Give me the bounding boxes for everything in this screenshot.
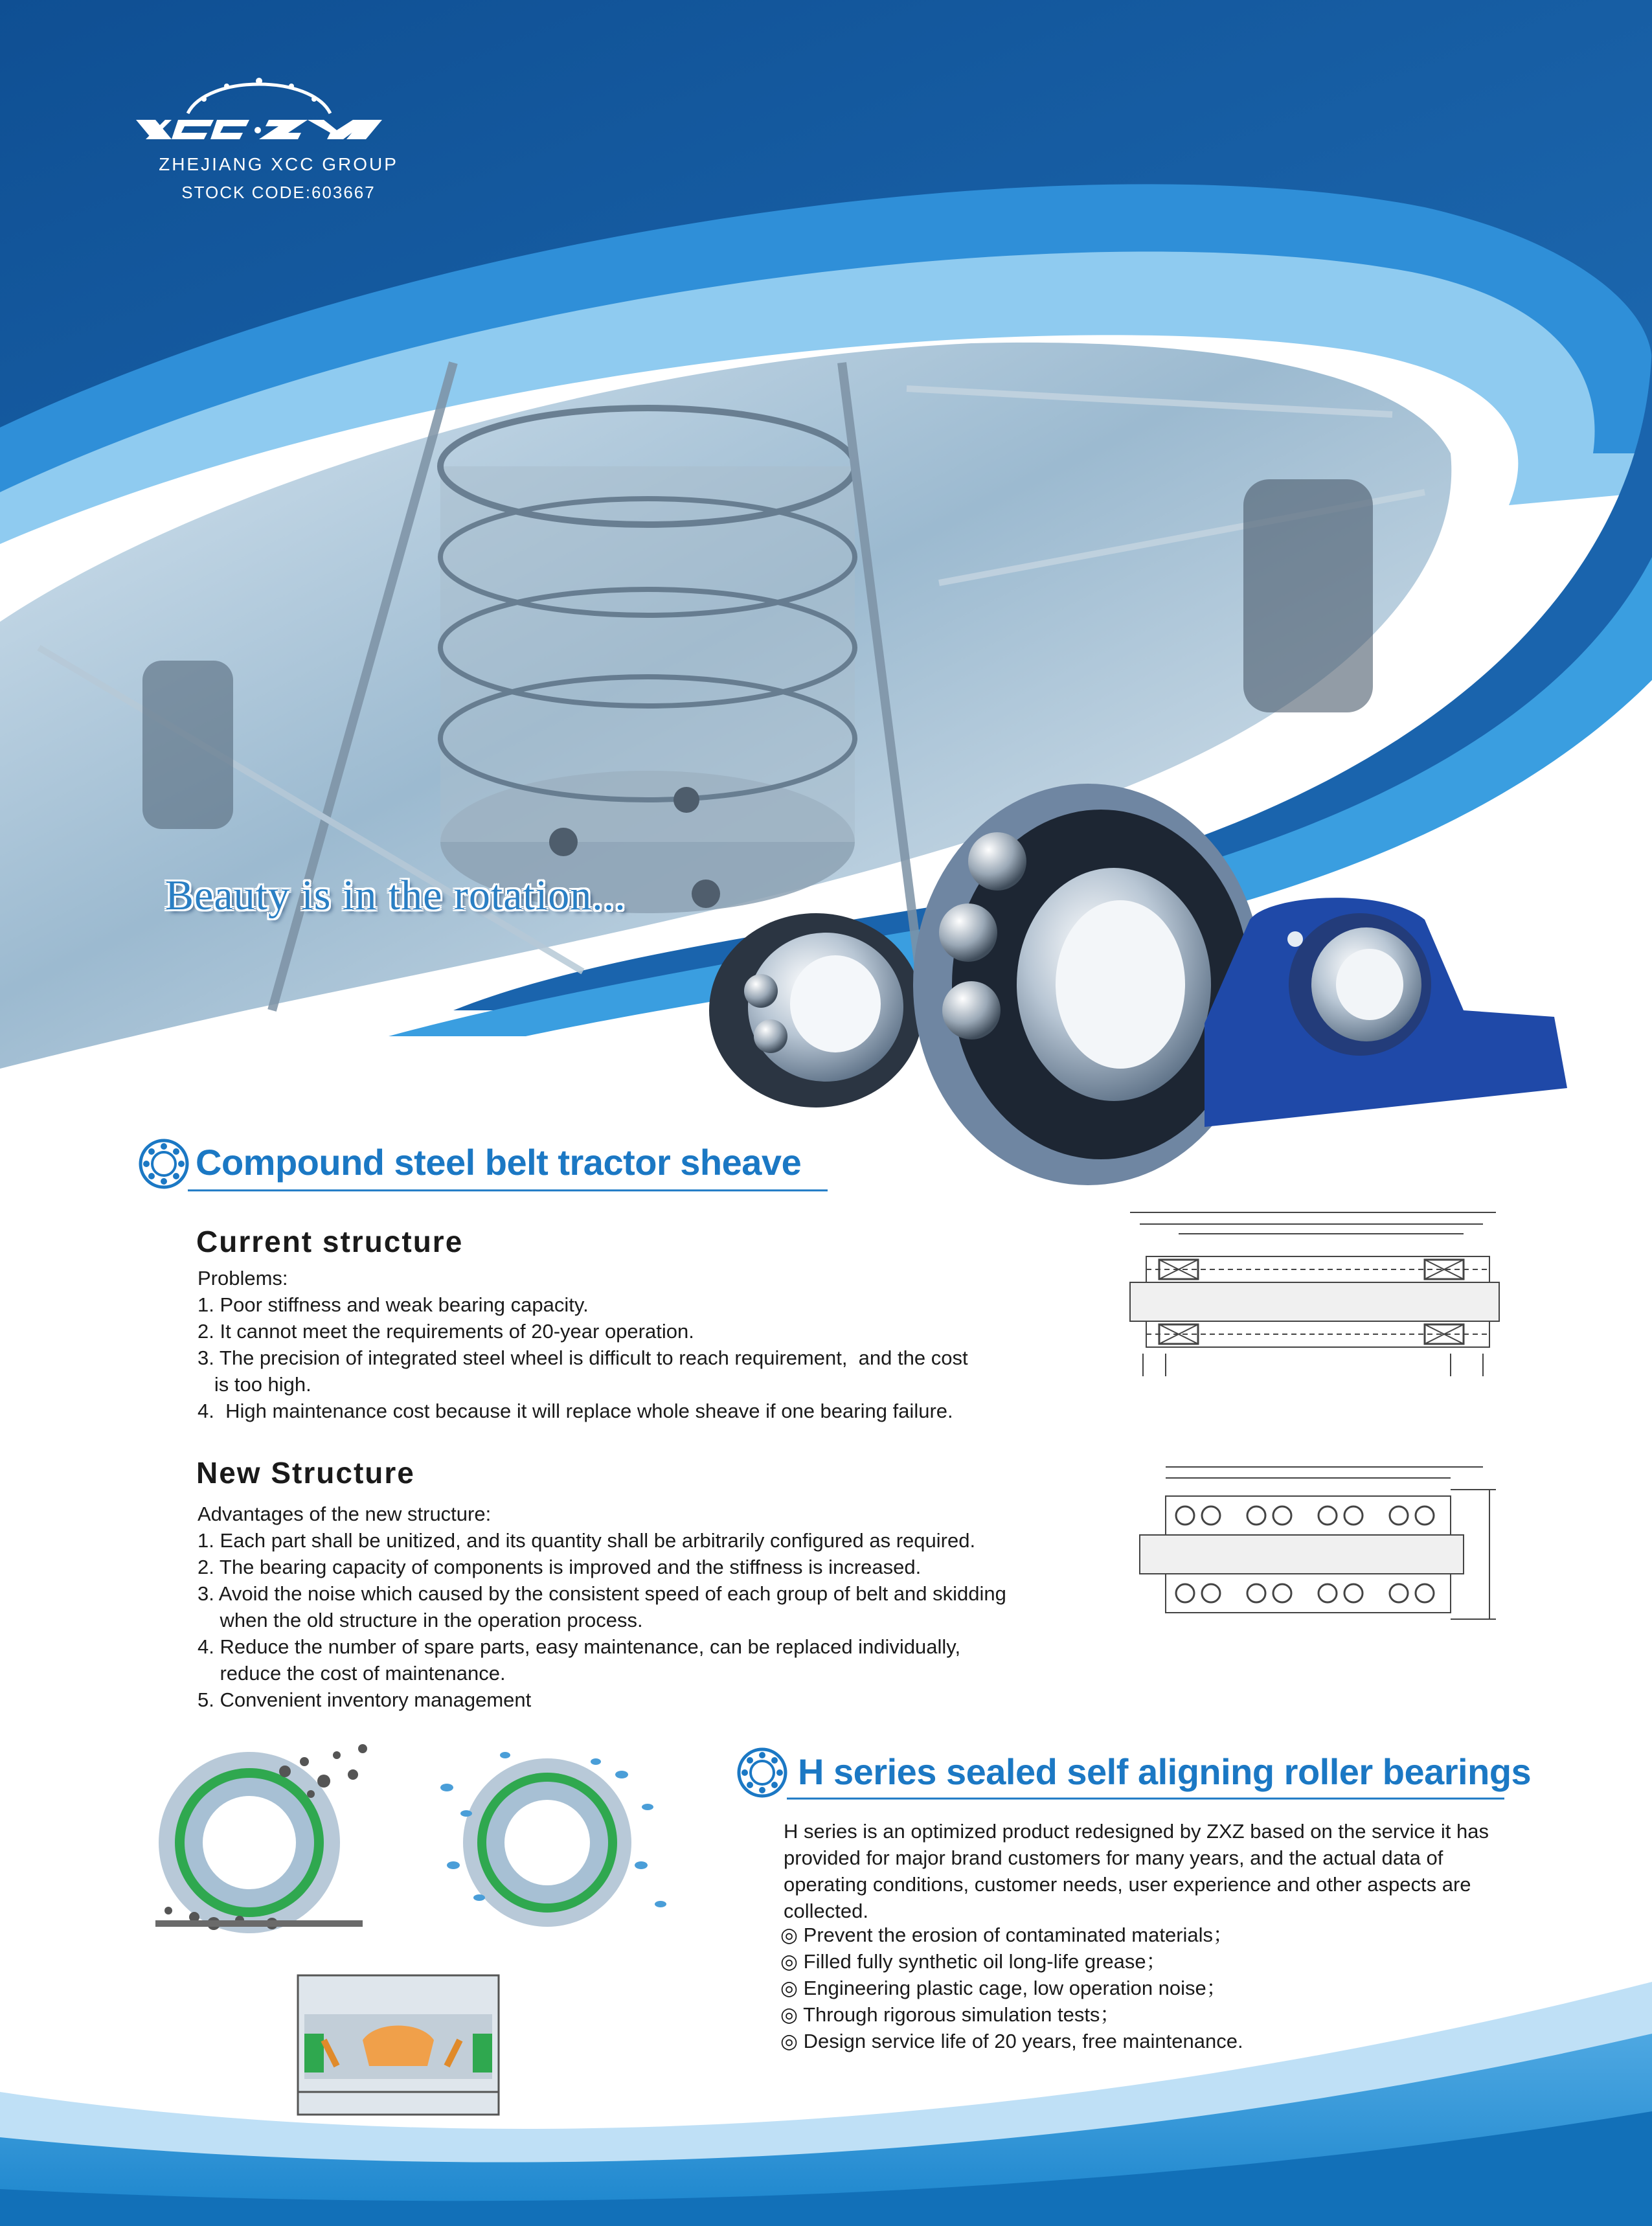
advantages-block [198,1501,1006,1713]
advantages-intro: Advantages of the new structure: [198,1503,492,1525]
list-item: 1. Each part shall be unitized, and its quantity shall be arbitrarily configured as required. [198,1529,976,1552]
problems-intro: Problems: [198,1267,288,1289]
problems-block [198,1265,968,1424]
bearing-cross-section-illustration [298,1975,499,2115]
list-item: when the old structure in the operation process. [198,1609,643,1631]
list-item: 5. Convenient inventory management [198,1688,532,1711]
h-series-description: H series is an optimized product redesigned by ZXZ based on the service it has provided for major brand customers for many years, and the actual data of operating conditions, customer needs, user experience and other aspects are collected. [784,1820,1489,1922]
feature-item: ◎ Engineering plastic cage, low operation noise； [780,1977,1227,1999]
list-item: 3. The precision of integrated steel wheel is difficult to reach requirement, and the cost [198,1346,968,1369]
company-logo [130,68,389,146]
feature-item: ◎ Through rigorous simulation tests； [780,2003,1120,2026]
banner-slogan: Beauty is in the rotation... [165,872,626,919]
advantages-list [198,1527,1006,1713]
seal-water-illustration [440,1752,666,1927]
new-structure-drawing [1140,1467,1496,1619]
section-title-h-series: H series sealed self aligning roller bearings [798,1751,1532,1792]
list-item: 4. High maintenance cost because it will replace whole sheave if one bearing failure. [198,1400,953,1422]
h-series-features [780,1922,1243,2054]
list-item: 1. Poor stiffness and weak bearing capacity. [198,1293,589,1316]
list-item: is too high. [198,1373,311,1396]
new-structure-title: New Structure [196,1456,415,1490]
list-item: 2. It cannot meet the requirements of 20-year operation. [198,1320,694,1343]
seal-contamination-illustration [155,1744,367,1933]
company-name: ZHEJIANG XCC GROUP [159,154,398,174]
list-item: 4. Reduce the number of spare parts, easy maintenance, can be replaced individually, [198,1635,961,1658]
stock-code: STOCK CODE:603667 [181,183,376,202]
current-structure-title: Current structure [196,1225,464,1258]
section-title-compound-sheave: Compound steel belt tractor sheave [196,1142,802,1183]
feature-item: ◎ Design service life of 20 years, free maintenance. [780,2030,1243,2052]
feature-item: ◎ Filled fully synthetic oil long-life grease； [780,1950,1166,1973]
list-item: 3. Avoid the noise which caused by the consistent speed of each group of belt and skidding [198,1582,1006,1605]
problems-list [198,1291,968,1424]
list-item: reduce the cost of maintenance. [198,1662,506,1685]
feature-item: ◎ Prevent the erosion of contaminated materials； [780,1924,1234,1946]
current-structure-drawing [1130,1212,1499,1376]
list-item: 2. The bearing capacity of components is improved and the stiffness is increased. [198,1556,922,1578]
